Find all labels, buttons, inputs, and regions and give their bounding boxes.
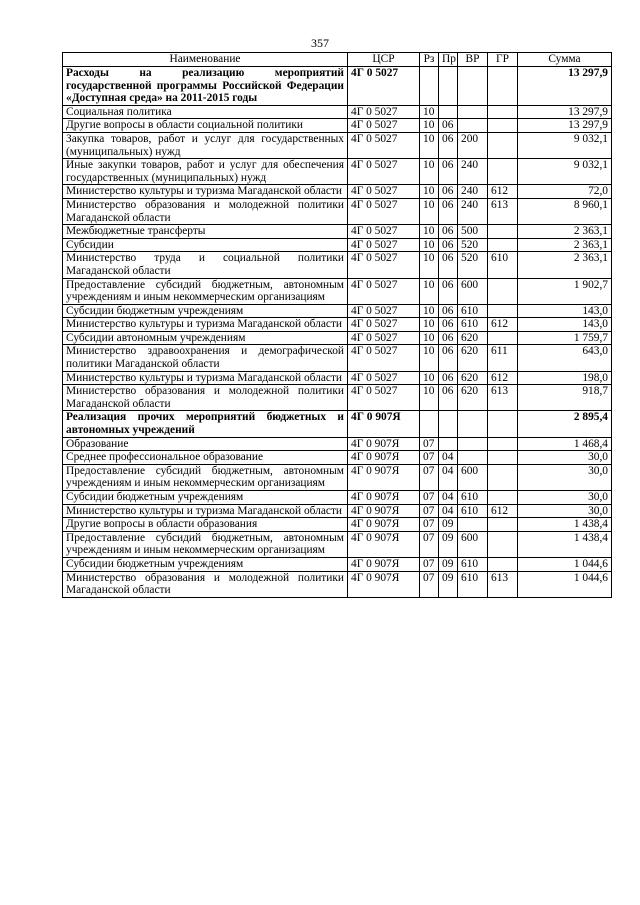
cell-sum: 143,0 — [518, 318, 612, 332]
cell-sum: 2 363,1 — [518, 238, 612, 252]
header-csr: ЦСР — [348, 53, 420, 67]
cell-gr: 613 — [488, 385, 518, 411]
cell-vr — [458, 411, 488, 437]
cell-pr: 06 — [439, 371, 458, 385]
cell-name: Министерство образования и молодежной политики Магаданской области — [63, 198, 348, 224]
cell-gr: 612 — [488, 371, 518, 385]
cell-sum: 72,0 — [518, 185, 612, 199]
cell-gr — [488, 464, 518, 490]
table-row — [63, 557, 612, 571]
table-row — [63, 159, 612, 185]
cell-pr: 04 — [439, 491, 458, 505]
cell-vr: 240 — [458, 198, 488, 224]
cell-vr — [458, 437, 488, 451]
cell-rz: 10 — [420, 159, 439, 185]
cell-gr — [488, 304, 518, 318]
cell-pr: 06 — [439, 304, 458, 318]
cell-sum: 30,0 — [518, 451, 612, 465]
cell-sum: 2 363,1 — [518, 252, 612, 278]
cell-sum: 30,0 — [518, 491, 612, 505]
cell-gr — [488, 278, 518, 304]
table-row — [63, 437, 612, 451]
table-row — [63, 571, 612, 597]
table-row — [63, 518, 612, 532]
cell-csr: 4Г 0 5027 — [348, 304, 420, 318]
cell-vr: 600 — [458, 531, 488, 557]
cell-csr: 4Г 0 5027 — [348, 385, 420, 411]
cell-pr: 06 — [439, 159, 458, 185]
cell-sum: 143,0 — [518, 304, 612, 318]
cell-csr: 4Г 0 907Я — [348, 504, 420, 518]
cell-vr: 240 — [458, 159, 488, 185]
cell-rz: 10 — [420, 304, 439, 318]
cell-sum: 13 297,9 — [518, 105, 612, 119]
cell-vr — [458, 518, 488, 532]
cell-pr: 06 — [439, 238, 458, 252]
table-row — [63, 411, 612, 437]
table-row — [63, 464, 612, 490]
cell-gr: 612 — [488, 185, 518, 199]
cell-csr: 4Г 0 5027 — [348, 252, 420, 278]
table-row — [63, 451, 612, 465]
cell-vr: 620 — [458, 371, 488, 385]
header-pr: Пр — [439, 53, 458, 67]
cell-name: Министерство труда и социальной политики Магаданской области — [63, 252, 348, 278]
cell-pr: 06 — [439, 252, 458, 278]
cell-pr: 06 — [439, 345, 458, 371]
cell-csr: 4Г 0 907Я — [348, 464, 420, 490]
cell-vr: 240 — [458, 185, 488, 199]
cell-rz: 10 — [420, 252, 439, 278]
cell-csr: 4Г 0 907Я — [348, 531, 420, 557]
cell-gr: 613 — [488, 571, 518, 597]
cell-gr — [488, 411, 518, 437]
cell-name: Министерство культуры и туризма Магаданской области — [63, 504, 348, 518]
table-row — [63, 198, 612, 224]
cell-gr — [488, 437, 518, 451]
cell-pr: 04 — [439, 504, 458, 518]
table-row — [63, 67, 612, 106]
cell-csr: 4Г 0 5027 — [348, 278, 420, 304]
cell-name: Министерство культуры и туризма Магаданской области — [63, 185, 348, 199]
cell-vr: 520 — [458, 252, 488, 278]
table-row — [63, 345, 612, 371]
cell-gr: 610 — [488, 252, 518, 278]
cell-name: Предоставление субсидий бюджетным, автономным учреждениям и иным некоммерческим организациям — [63, 531, 348, 557]
cell-vr — [458, 451, 488, 465]
cell-csr: 4Г 0 5027 — [348, 198, 420, 224]
cell-gr: 611 — [488, 345, 518, 371]
cell-csr: 4Г 0 907Я — [348, 491, 420, 505]
cell-name: Предоставление субсидий бюджетным, автономным учреждениям и иным некоммерческим организациям — [63, 278, 348, 304]
cell-pr — [439, 411, 458, 437]
cell-vr: 610 — [458, 318, 488, 332]
cell-rz: 10 — [420, 345, 439, 371]
cell-sum: 2 895,4 — [518, 411, 612, 437]
cell-rz: 07 — [420, 437, 439, 451]
cell-gr — [488, 225, 518, 239]
table-row — [63, 371, 612, 385]
cell-csr: 4Г 0 5027 — [348, 238, 420, 252]
cell-rz: 07 — [420, 531, 439, 557]
cell-name: Иные закупки товаров, работ и услуг для обеспечения государственных (муниципальных) нужд — [63, 159, 348, 185]
cell-gr — [488, 518, 518, 532]
table-row — [63, 304, 612, 318]
cell-sum: 918,7 — [518, 385, 612, 411]
cell-name: Другие вопросы в области образования — [63, 518, 348, 532]
cell-name: Субсидии автономным учреждениям — [63, 331, 348, 345]
cell-pr: 09 — [439, 557, 458, 571]
cell-csr: 4Г 0 5027 — [348, 225, 420, 239]
cell-name: Министерство культуры и туризма Магаданской области — [63, 371, 348, 385]
page-number: 357 — [311, 36, 329, 50]
cell-sum: 643,0 — [518, 345, 612, 371]
cell-name: Образование — [63, 437, 348, 451]
cell-rz: 10 — [420, 105, 439, 119]
cell-gr: 612 — [488, 504, 518, 518]
cell-sum: 1 438,4 — [518, 518, 612, 532]
cell-gr — [488, 67, 518, 106]
cell-rz: 07 — [420, 464, 439, 490]
cell-name: Социальная политика — [63, 105, 348, 119]
cell-csr: 4Г 0 5027 — [348, 159, 420, 185]
cell-gr: 613 — [488, 198, 518, 224]
cell-gr — [488, 491, 518, 505]
cell-gr — [488, 238, 518, 252]
table-row — [63, 225, 612, 239]
cell-rz: 10 — [420, 185, 439, 199]
table-row — [63, 105, 612, 119]
cell-pr: 09 — [439, 571, 458, 597]
table-header-row — [63, 53, 612, 67]
cell-vr — [458, 67, 488, 106]
cell-gr — [488, 132, 518, 158]
cell-csr: 4Г 0 5027 — [348, 318, 420, 332]
cell-pr: 06 — [439, 225, 458, 239]
cell-gr — [488, 331, 518, 345]
cell-rz: 10 — [420, 371, 439, 385]
header-vr: ВР — [458, 53, 488, 67]
cell-vr: 620 — [458, 331, 488, 345]
table-row — [63, 331, 612, 345]
cell-name: Субсидии бюджетным учреждениям — [63, 304, 348, 318]
cell-rz: 07 — [420, 571, 439, 597]
cell-name: Среднее профессиональное образование — [63, 451, 348, 465]
cell-vr: 610 — [458, 557, 488, 571]
cell-vr: 500 — [458, 225, 488, 239]
table-body — [63, 67, 612, 598]
cell-csr: 4Г 0 5027 — [348, 371, 420, 385]
cell-rz: 10 — [420, 198, 439, 224]
cell-rz — [420, 411, 439, 437]
cell-rz: 10 — [420, 225, 439, 239]
cell-csr: 4Г 0 5027 — [348, 105, 420, 119]
cell-name: Реализация прочих мероприятий бюджетных и автономных учреждений — [63, 411, 348, 437]
cell-rz: 10 — [420, 119, 439, 133]
cell-csr: 4Г 0 5027 — [348, 185, 420, 199]
cell-name: Закупка товаров, работ и услуг для государственных (муниципальных) нужд — [63, 132, 348, 158]
cell-rz: 07 — [420, 504, 439, 518]
cell-sum: 13 297,9 — [518, 119, 612, 133]
cell-sum: 9 032,1 — [518, 159, 612, 185]
header-sum: Сумма — [518, 53, 612, 67]
cell-sum: 1 044,6 — [518, 557, 612, 571]
cell-gr — [488, 159, 518, 185]
header-gr: ГР — [488, 53, 518, 67]
header-name: Наименование — [63, 53, 348, 67]
cell-pr: 04 — [439, 464, 458, 490]
cell-rz: 10 — [420, 385, 439, 411]
cell-sum: 1 044,6 — [518, 571, 612, 597]
cell-csr: 4Г 0 907Я — [348, 571, 420, 597]
cell-gr — [488, 119, 518, 133]
cell-sum: 1 468,4 — [518, 437, 612, 451]
cell-pr: 06 — [439, 278, 458, 304]
cell-csr: 4Г 0 5027 — [348, 132, 420, 158]
cell-name: Субсидии — [63, 238, 348, 252]
cell-name: Субсидии бюджетным учреждениям — [63, 491, 348, 505]
cell-vr — [458, 119, 488, 133]
cell-name: Министерство образования и молодежной политики Магаданской области — [63, 385, 348, 411]
cell-name: Субсидии бюджетным учреждениям — [63, 557, 348, 571]
cell-vr: 610 — [458, 491, 488, 505]
cell-name: Расходы на реализацию мероприятий государственной программы Российской Федерации «Доступная среда» на 2011-2015 годы — [63, 67, 348, 106]
cell-rz: 10 — [420, 318, 439, 332]
cell-sum: 8 960,1 — [518, 198, 612, 224]
cell-csr: 4Г 0 5027 — [348, 119, 420, 133]
cell-rz: 07 — [420, 557, 439, 571]
cell-rz: 07 — [420, 491, 439, 505]
header-rz: Рз — [420, 53, 439, 67]
cell-csr: 4Г 0 907Я — [348, 518, 420, 532]
cell-csr: 4Г 0 907Я — [348, 451, 420, 465]
cell-pr: 06 — [439, 385, 458, 411]
cell-sum: 13 297,9 — [518, 67, 612, 106]
table-row — [63, 278, 612, 304]
table-row — [63, 238, 612, 252]
cell-gr — [488, 531, 518, 557]
budget-table — [62, 52, 612, 598]
cell-pr: 04 — [439, 451, 458, 465]
table-row — [63, 318, 612, 332]
cell-vr: 520 — [458, 238, 488, 252]
cell-name: Министерство образования и молодежной политики Магаданской области — [63, 571, 348, 597]
cell-sum: 2 363,1 — [518, 225, 612, 239]
cell-name: Предоставление субсидий бюджетным, автономным учреждениям и иным некоммерческим организациям — [63, 464, 348, 490]
cell-pr — [439, 105, 458, 119]
table-row — [63, 385, 612, 411]
cell-name: Министерство здравоохранения и демографической политики Магаданской области — [63, 345, 348, 371]
cell-sum: 198,0 — [518, 371, 612, 385]
cell-pr: 06 — [439, 132, 458, 158]
cell-pr: 06 — [439, 119, 458, 133]
cell-rz: 10 — [420, 331, 439, 345]
cell-name: Межбюджетные трансферты — [63, 225, 348, 239]
cell-csr: 4Г 0 907Я — [348, 557, 420, 571]
cell-rz: 10 — [420, 278, 439, 304]
cell-pr — [439, 437, 458, 451]
table-row — [63, 252, 612, 278]
cell-pr — [439, 67, 458, 106]
table-row — [63, 531, 612, 557]
cell-csr: 4Г 0 907Я — [348, 411, 420, 437]
cell-gr — [488, 105, 518, 119]
cell-name: Другие вопросы в области социальной политики — [63, 119, 348, 133]
cell-pr: 09 — [439, 531, 458, 557]
cell-vr: 610 — [458, 504, 488, 518]
cell-vr: 620 — [458, 345, 488, 371]
cell-pr: 09 — [439, 518, 458, 532]
cell-gr — [488, 451, 518, 465]
cell-pr: 06 — [439, 198, 458, 224]
cell-rz: 10 — [420, 132, 439, 158]
cell-gr — [488, 557, 518, 571]
table-row — [63, 491, 612, 505]
cell-pr: 06 — [439, 318, 458, 332]
cell-rz: 07 — [420, 451, 439, 465]
cell-vr: 200 — [458, 132, 488, 158]
cell-pr: 06 — [439, 185, 458, 199]
table-row — [63, 119, 612, 133]
cell-vr: 600 — [458, 464, 488, 490]
cell-vr: 610 — [458, 571, 488, 597]
table-row — [63, 132, 612, 158]
table-row — [63, 185, 612, 199]
cell-sum: 1 902,7 — [518, 278, 612, 304]
cell-vr: 620 — [458, 385, 488, 411]
cell-sum: 30,0 — [518, 464, 612, 490]
cell-csr: 4Г 0 5027 — [348, 345, 420, 371]
cell-rz — [420, 67, 439, 106]
cell-pr: 06 — [439, 331, 458, 345]
cell-vr: 600 — [458, 278, 488, 304]
cell-rz: 07 — [420, 518, 439, 532]
cell-csr: 4Г 0 5027 — [348, 331, 420, 345]
cell-sum: 9 032,1 — [518, 132, 612, 158]
cell-vr: 610 — [458, 304, 488, 318]
cell-csr: 4Г 0 5027 — [348, 67, 420, 106]
cell-csr: 4Г 0 907Я — [348, 437, 420, 451]
cell-vr — [458, 105, 488, 119]
cell-name: Министерство культуры и туризма Магаданской области — [63, 318, 348, 332]
cell-sum: 1 438,4 — [518, 531, 612, 557]
cell-gr: 612 — [488, 318, 518, 332]
cell-sum: 30,0 — [518, 504, 612, 518]
table-row — [63, 504, 612, 518]
cell-sum: 1 759,7 — [518, 331, 612, 345]
cell-rz: 10 — [420, 238, 439, 252]
